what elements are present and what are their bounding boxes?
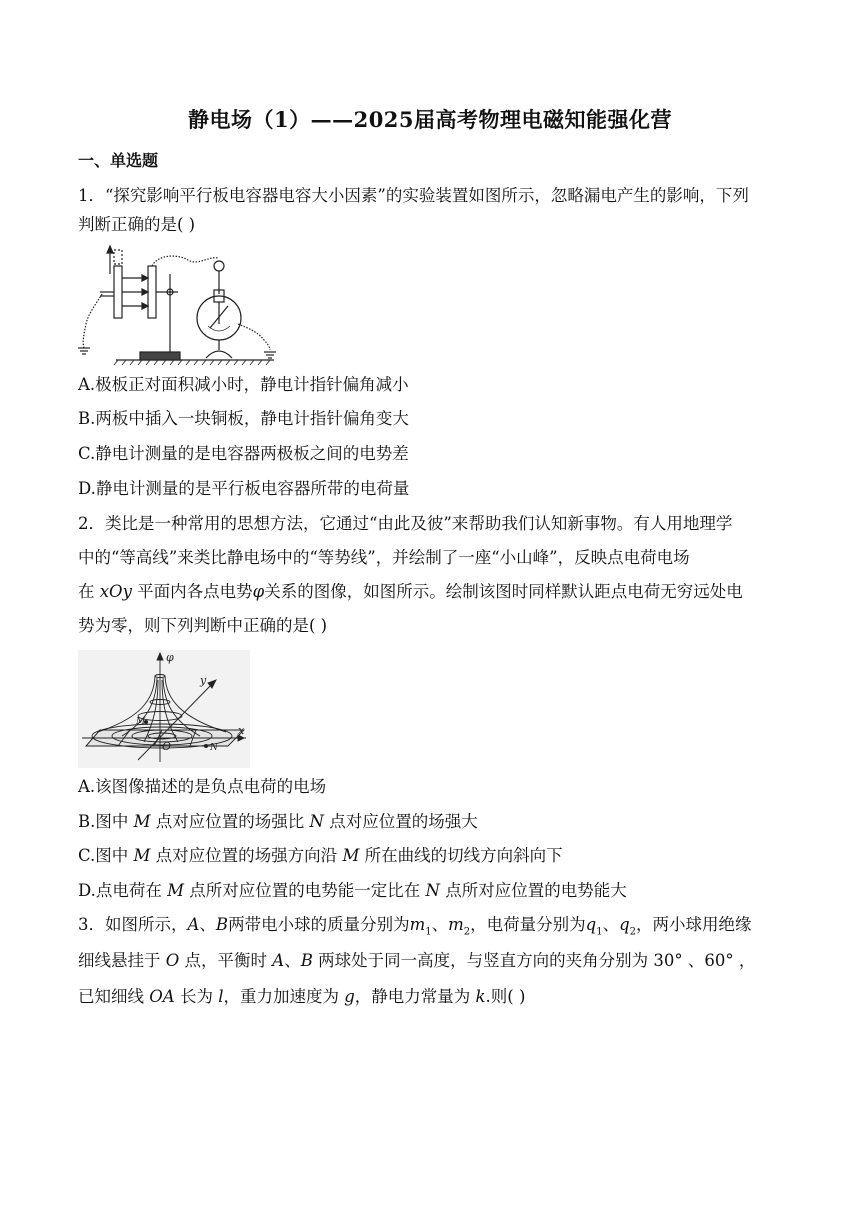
q1-option-c: C.静电计测量的是电容器两极板之间的电势差 [78,444,409,463]
fig-label-phi: φ [166,651,174,664]
q2-option-a: A.该图像描述的是负点电荷的电场 [78,777,327,796]
fig-label-x: x [238,724,245,737]
q1-option-d: D.静电计测量的是平行板电容器所带的电荷量 [78,479,410,498]
q3-stem-line1: 3．如图所示，A、B两带电小球的质量分别为$m_1$、$m_2$，电荷量分别为$q_1$、$q_2$，两小球用绝缘 [78,915,752,938]
section-heading: 一、单选题 [78,151,159,170]
q3-stem-line2: 细线悬挂于 O 点，平衡时 A、B 两球处于同一高度，与竖直方向的夹角分别为 30° 、60° ， [78,951,756,970]
fig-label-n: N [210,743,218,753]
q2-stem-line1: 2．类比是一种常用的思想方法，它通过“由此及彼”来帮助我们认知新事物。有人用地理学 [78,514,733,533]
q2-stem-line3: 在 xOy 平面内各点电势φ关系的图像，如图所示。绘制该图时同样默认距点电荷无穷远处电 [78,582,743,601]
q1-stem-line2: 判断正确的是( ) [78,215,196,234]
q2-stem-line4: 势为零，则下列判断中正确的是( ) [78,616,328,635]
potential-surface-figure [78,650,250,768]
q1-option-b: B.两板中插入一块铜板，静电计指针偏角变大 [78,409,409,428]
q2-stem-line2: 中的“等高线”来类比静电场中的“等势线”，并绘制了一座“小山峰”，反映点电荷电场 [78,548,690,567]
fig-label-m: M [136,717,146,727]
q3-stem-line3: 已知细线 OA 长为 l，重力加速度为 g，静电力常量为 k.则( ) [78,987,526,1006]
q1-option-a: A.极板正对面积减小时，静电计指针偏角减小 [78,375,409,394]
q2-option-b: B.图中 M 点对应位置的场强比 N 点对应位置的场强大 [78,812,478,831]
q2-option-c: C.图中 M 点对应位置的场强方向沿 M 所在曲线的切线方向斜向下 [78,846,563,865]
fig-label-o: O [162,740,172,753]
fig-label-y: y [200,674,207,687]
q1-stem-line1: 1．“探究影响平行板电容器电容大小因素”的实验装置如图所示，忽略漏电产生的影响，下列 [78,186,749,205]
capacitor-electrometer-figure [78,244,284,366]
q2-option-d: D.点电荷在 M 点所对应位置的电势能一定比在 N 点所对应位置的电势能大 [78,881,627,900]
page-title: 静电场（1）——2025届高考物理电磁知能强化营 [187,107,673,132]
